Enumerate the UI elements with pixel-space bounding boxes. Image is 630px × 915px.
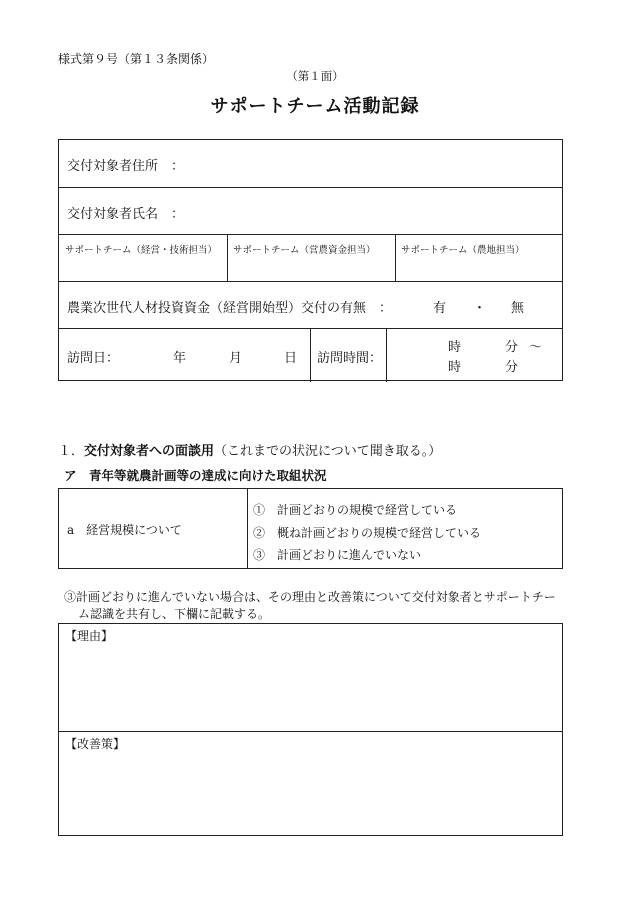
instruction-line-1: ③計画どおりに進んでいない場合は、その理由と改善策について交付対象者とサポートチー — [64, 590, 556, 604]
divider — [310, 328, 311, 382]
visit-day-unit: 日 — [284, 351, 298, 366]
section-1-number: １． — [58, 444, 85, 459]
visit-date-label: 訪問日： — [67, 351, 120, 366]
document-title: サポートチーム活動記録 — [210, 96, 420, 117]
option-2[interactable]: ② 概ね計画どおりの規模で経営している — [253, 526, 482, 540]
support-team-funding-label: サポートチーム（営農資金担当） — [233, 245, 376, 256]
divider — [59, 731, 562, 732]
section-1-note: （これまでの状況について聞き取る。） — [214, 444, 442, 459]
divider — [247, 489, 248, 568]
visit-time-label: 訪問時間： — [317, 351, 383, 366]
support-team-management-label: サポートチーム（経営・技術担当） — [65, 245, 218, 256]
option-1[interactable]: ① 計画どおりの規模で経営している — [253, 503, 458, 517]
management-scale-label: a 経営規模について — [67, 523, 182, 537]
name-label: 交付対象者氏名 ： — [67, 207, 185, 222]
section-1-heading — [58, 440, 441, 459]
divider — [59, 281, 562, 282]
divider — [395, 234, 396, 281]
start-hour-unit: 時 — [448, 340, 462, 355]
section-1-title: 交付対象者への面談用 — [84, 444, 215, 459]
divider — [59, 187, 562, 188]
divider — [59, 234, 562, 235]
visit-month-unit: 月 — [229, 351, 243, 366]
scale-table — [58, 488, 563, 569]
fund-separator: ・ — [473, 301, 487, 316]
info-table — [58, 139, 563, 381]
improvement-label: 【改善策】 — [65, 737, 126, 751]
instruction-line-2: ム認識を共有し、下欄に記載する。 — [78, 607, 271, 621]
notes-table — [58, 623, 563, 836]
fund-no-option[interactable]: 無 — [511, 301, 525, 316]
page-label: （第１面） — [286, 69, 344, 83]
subsection-a-heading: ア 青年等就農計画等の達成に向けた取組状況 — [64, 468, 327, 483]
support-team-farmland-label: サポートチーム（農地担当） — [401, 245, 525, 256]
end-minute-unit: 分 — [505, 360, 519, 375]
form-number: 様式第９号（第１３条関係） — [58, 52, 215, 66]
option-3[interactable]: ③ 計画どおりに進んでいない — [253, 548, 422, 562]
divider — [227, 234, 228, 281]
time-range-separator: ～ — [529, 340, 543, 355]
end-hour-unit: 時 — [448, 360, 462, 375]
visit-year-unit: 年 — [173, 351, 187, 366]
address-label: 交付対象者住所 ： — [67, 159, 185, 174]
divider — [386, 328, 387, 382]
fund-yes-option[interactable]: 有 — [433, 301, 447, 316]
start-minute-unit: 分 — [505, 340, 519, 355]
reason-label: 【理由】 — [65, 629, 114, 643]
fund-question-label: 農業次世代人材投資資金（経営開始型）交付の有無 ： — [67, 301, 393, 316]
